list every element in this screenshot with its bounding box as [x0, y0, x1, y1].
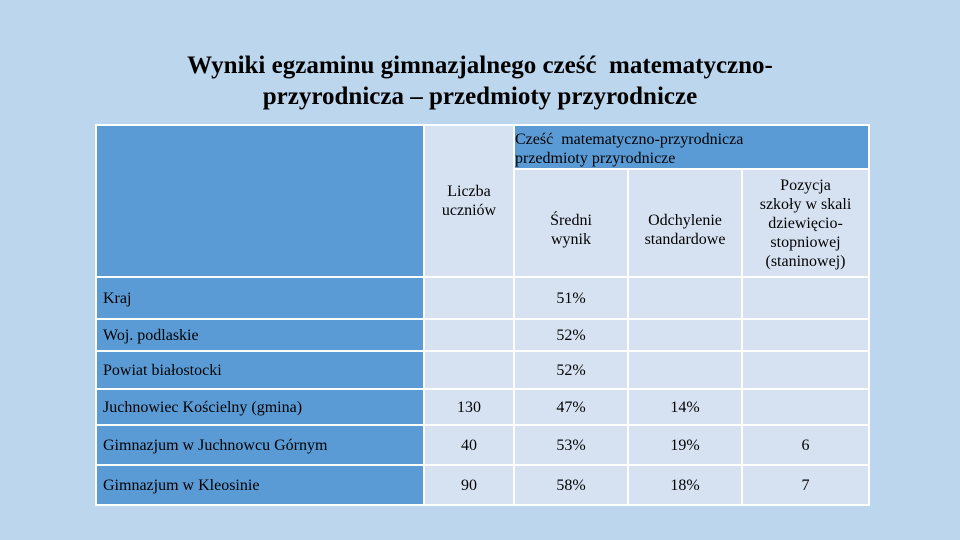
row-students-gmina: 130	[425, 390, 513, 424]
row-avg-kraj: 51%	[515, 278, 627, 318]
header-section-line2: przedmioty przyrodnicze	[515, 150, 676, 167]
header-students	[425, 126, 513, 276]
row-name-kleosin: Gimnazjum w Kleosinie	[97, 466, 423, 504]
row-pos-kleosin: 7	[743, 466, 868, 504]
row-std-kleosin: 18%	[629, 466, 741, 504]
header-students-line2: uczniów	[441, 202, 497, 219]
title-line-1: Wyniki egzaminu gimnazjalnego cześć matematyczno-	[187, 52, 773, 79]
header-section	[515, 126, 868, 168]
row-students-powiat	[425, 352, 513, 388]
row-std-woj	[629, 320, 741, 350]
row-name-powiat: Powiat białostocki	[97, 352, 423, 388]
row-pos-woj	[743, 320, 868, 350]
header-position-line5: (staninowej)	[765, 252, 846, 270]
header-position-line4: stopniowej	[770, 233, 841, 251]
header-position-line2: szkoły w skali	[759, 195, 852, 213]
row-students-kraj	[425, 278, 513, 318]
row-avg-juchnowiec-gorny: 53%	[515, 426, 627, 464]
header-students-line1: Liczba	[447, 183, 491, 200]
header-position	[743, 170, 868, 276]
row-students-woj	[425, 320, 513, 350]
row-name-kraj: Kraj	[97, 278, 423, 318]
header-stddev	[629, 170, 741, 276]
header-stddev-line2: standardowe	[644, 231, 726, 248]
row-std-juchnowiec-gorny: 19%	[629, 426, 741, 464]
row-name-gmina: Juchnowiec Kościelny (gmina)	[97, 390, 423, 424]
row-std-powiat	[629, 352, 741, 388]
row-avg-woj: 52%	[515, 320, 627, 350]
results-table	[95, 124, 870, 506]
header-position-line3: dziewięcio-	[768, 214, 843, 232]
row-pos-kraj	[743, 278, 868, 318]
header-average-line1: Średni	[550, 212, 592, 229]
row-pos-powiat	[743, 352, 868, 388]
header-section-line1: Cześć matematyczno-przyrodnicza	[515, 131, 744, 148]
header-average	[515, 170, 627, 276]
row-avg-powiat: 52%	[515, 352, 627, 388]
row-students-juchnowiec-gorny: 40	[425, 426, 513, 464]
row-students-kleosin: 90	[425, 466, 513, 504]
row-name-woj: Woj. podlaskie	[97, 320, 423, 350]
row-std-kraj	[629, 278, 741, 318]
header-stddev-line1: Odchylenie	[648, 212, 722, 229]
header-empty-cell	[97, 126, 423, 276]
row-avg-gmina: 47%	[515, 390, 627, 424]
row-pos-juchnowiec-gorny: 6	[743, 426, 868, 464]
page-title	[100, 50, 860, 112]
row-pos-gmina	[743, 390, 868, 424]
row-avg-kleosin: 58%	[515, 466, 627, 504]
row-name-juchnowiec-gorny: Gimnazjum w Juchnowcu Górnym	[97, 426, 423, 464]
header-average-line2: wynik	[551, 231, 591, 248]
row-std-gmina: 14%	[629, 390, 741, 424]
header-position-line1: Pozycja	[780, 176, 831, 194]
title-line-2: przyrodnicza – przedmioty przyrodnicze	[262, 83, 698, 110]
